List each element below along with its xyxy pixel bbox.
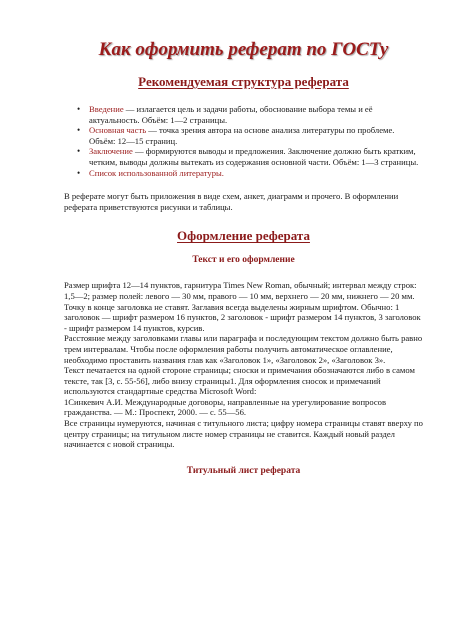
title-page-subheading: Титульный лист реферата [186,465,301,476]
structure-list [64,104,423,178]
list-item-main-part [89,125,423,146]
list-item-introduction [89,104,423,125]
structure-heading: Рекомендуемая структура реферата [138,74,349,89]
font-size-paragraph: Размер шрифта 12—14 пунктов, гарнитура Times New Roman, обычный; интервал между строк: 1,5—2; размер полей: левого — 30 мм, правого — 10 мм, верхнего — 20 мм, нижнего — 20 мм. [64,280,417,301]
list-item-term: Заключение [89,146,133,157]
list-item-text: — формируются выводы и предложения. Заключение должно быть кратким, четким, выводы должны вытекать из содержания основной части. Объём: 1—3 страницы. [89,146,419,167]
footnotes-paragraph: Текст печатается на одной стороне страницы; сноски и примечания обозначаются либо в самом тексте, так [3, с. 55-56], либо внизу страницы1. Для оформления сносок и примечаний используются стандартные средства Microsoft Word: [64,365,415,397]
list-item-term: Введение [89,104,124,114]
list-item-text: — точка зрения автора на основе анализа литературы по проблеме. Объём: 12—15 страниц. [89,125,395,146]
list-item-term: Основная часть [89,125,147,136]
appendix-paragraph: В реферате могут быть приложения в виде схем, анкет, диаграмм и прочего. В оформлении реферата приветствуются рисунки и таблицы. [64,191,399,212]
formatting-heading: Оформление реферата [177,228,310,244]
document-title: Как оформить реферат по ГОСТу [98,39,389,60]
spacing-paragraph: Расстояние между заголовками главы или параграфа и последующим текстом должно быть равно трем интервалам. Чтобы после оформления работы получить автоматическое оглавление, необходимо проставить названия глав как «Заголовок 1», «Заголовок 2», «Заголовок 3». [64,333,423,365]
list-item-term: Список использованной литературы. [89,167,224,178]
list-item-conclusion [89,146,423,167]
heading-style-paragraph: Точку в конце заголовка не ставят. Заглавия всегда выделены жирным шрифтом. Обычно: 1 заголовок — шрифт размером 16 пунктов, 2 заголовок - шрифт размером 14 пунктов, 3 заголовок - шрифт размером 14 пунктов, курсив. [64,301,421,333]
list-item-bibliography [89,168,423,179]
footnote-reference: 1Синкевич А.И. Международные договоры, направленные на урегулирование вопросов гражданства. — М.: Проспект, 2000. — с. 55—56. [64,396,387,418]
list-item-text: — излагается цель и задачи работы, обоснование выбора темы и её актуальность. Объём: 1—2 страницы. [89,104,373,125]
text-subheading: Текст и его оформление [192,255,295,266]
page-numbering-paragraph: Все страницы нумеруются, начиная с титульного листа; цифру номера страницы ставят вверху по центру страницы; на титульном листе номер страницы не ставится. Каждый новый раздел начинается с новой страницы. [64,418,423,450]
